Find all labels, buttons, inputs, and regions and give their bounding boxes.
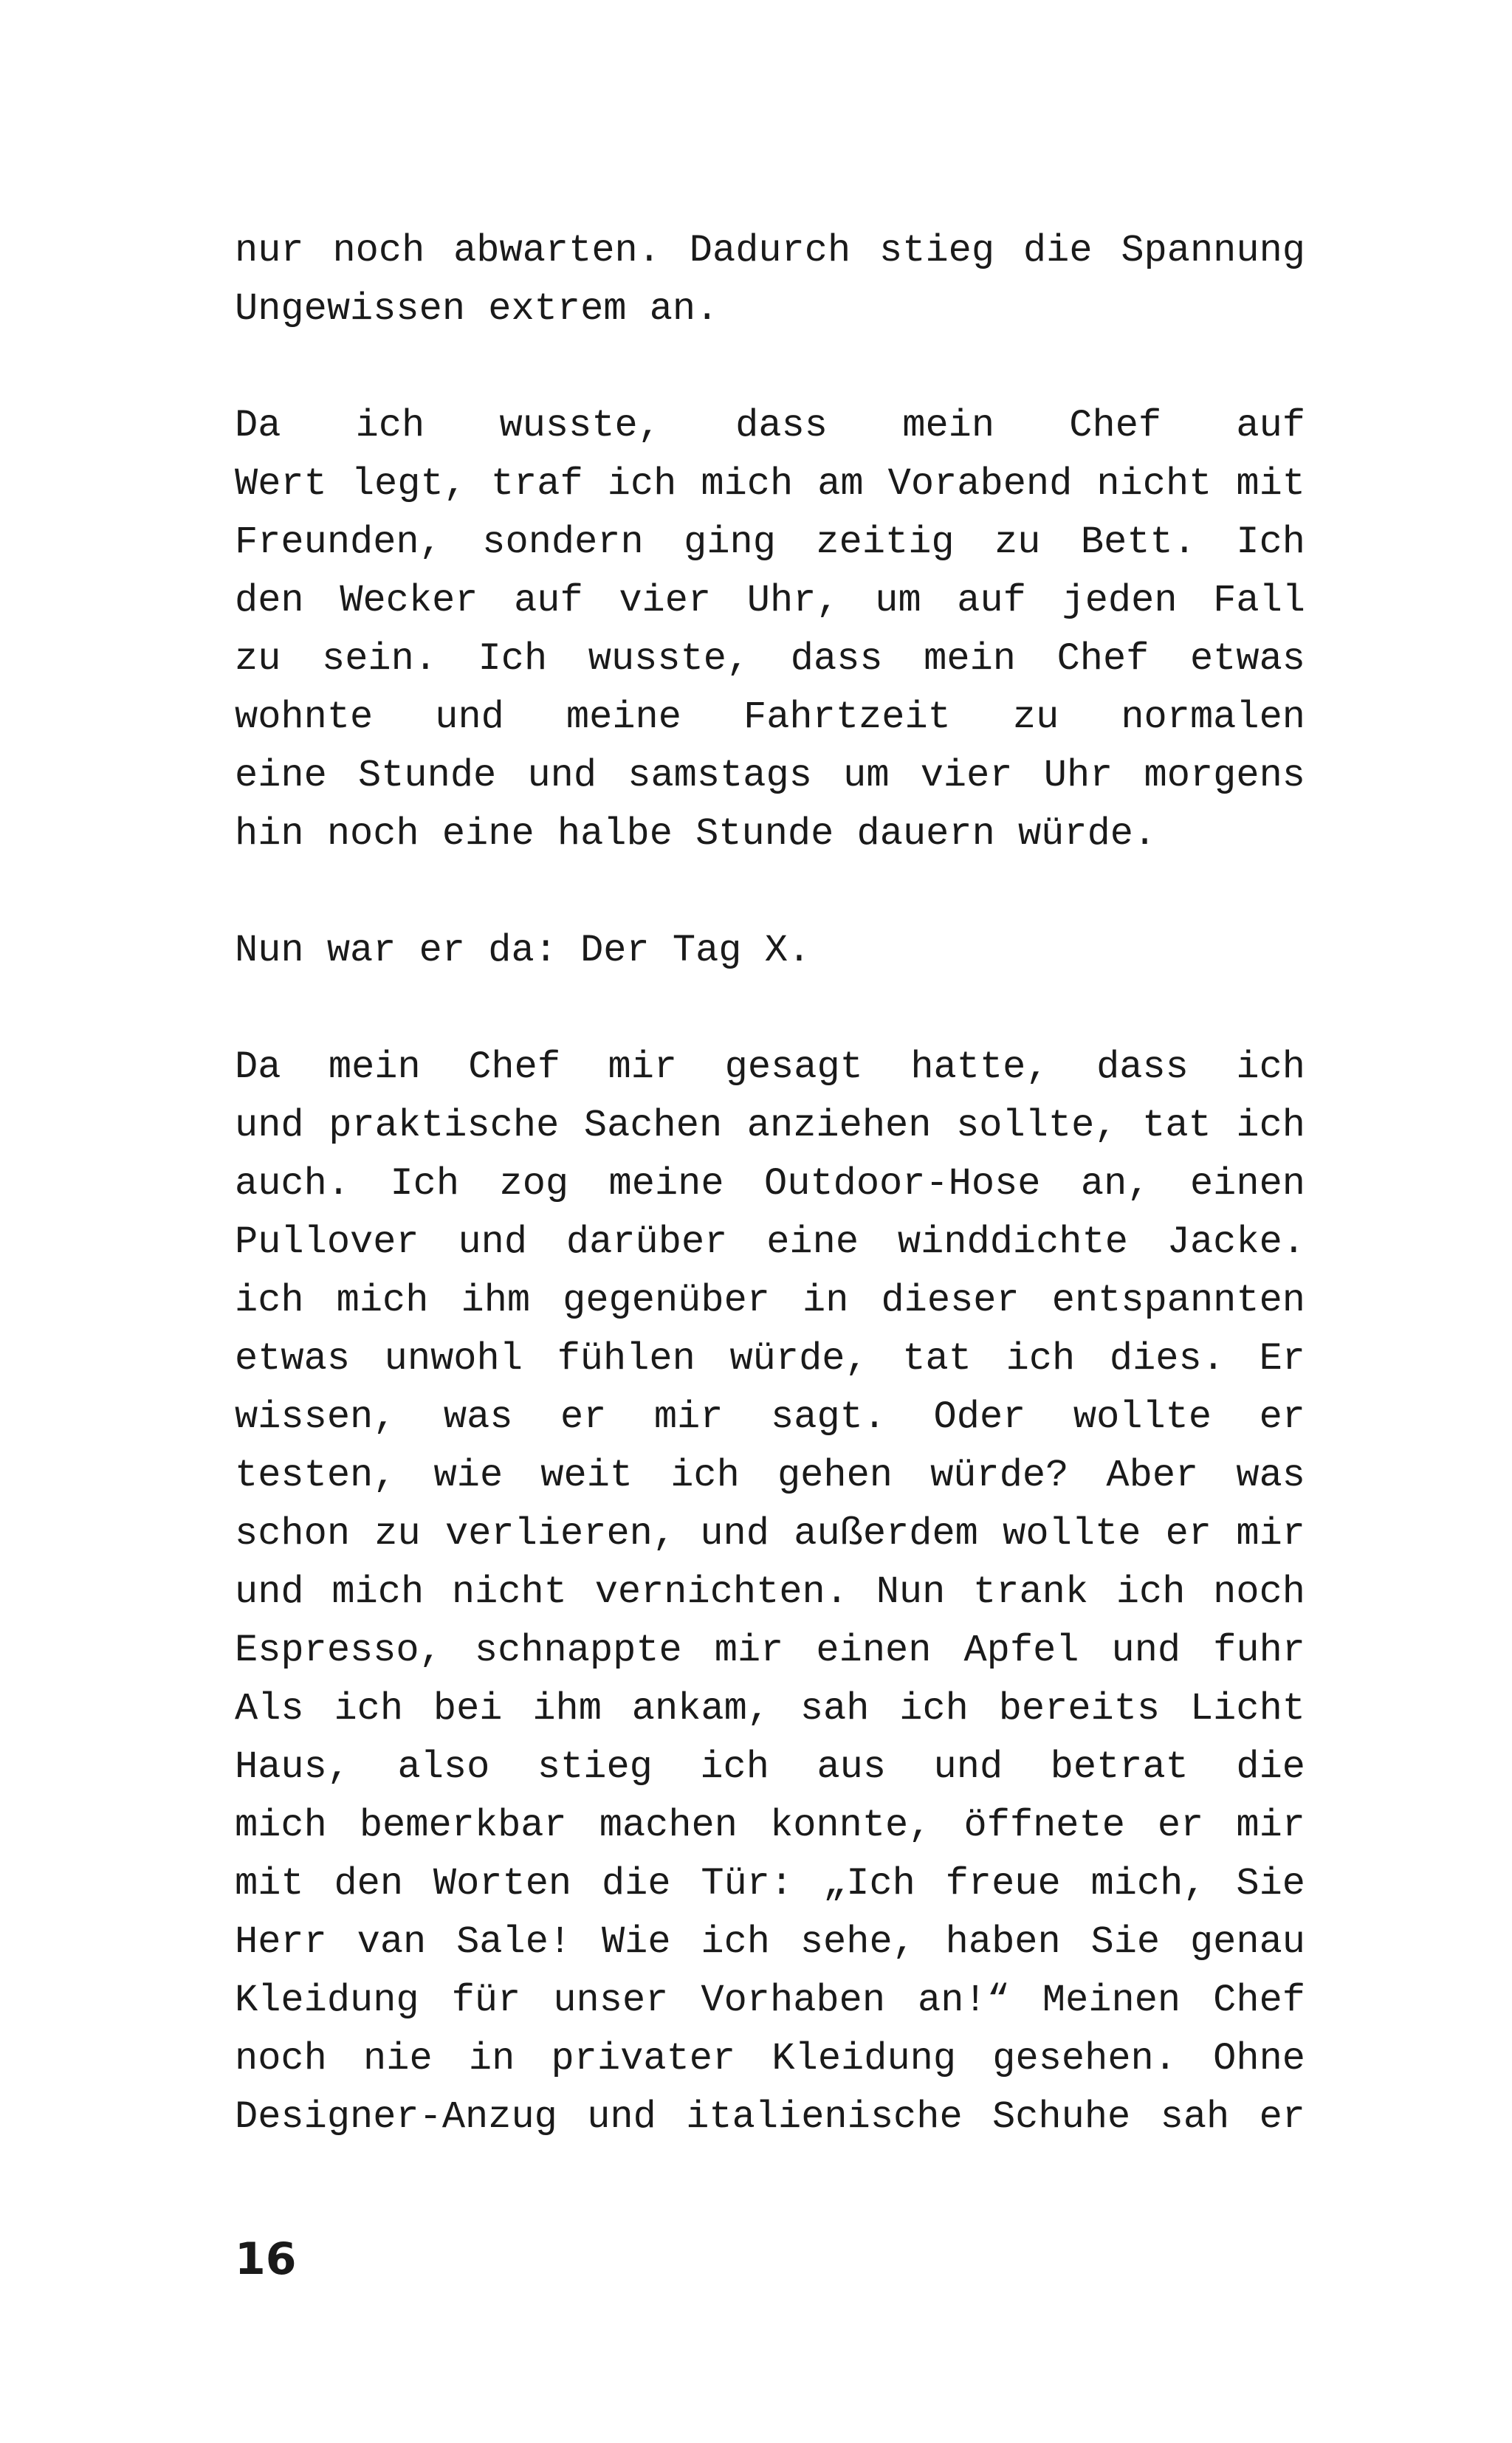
- text-line: zu sein. Ich wusste, dass mein Chef etwas: [235, 637, 1305, 681]
- text-line: schon zu verlieren, und außerdem wollte er mir: [235, 1512, 1305, 1556]
- text-line: testen, wie weit ich gehen würde? Aber was: [235, 1454, 1305, 1497]
- text-line: den Wecker auf vier Uhr, um auf jeden Fall: [235, 579, 1305, 622]
- text-line: Designer-Anzug und italienische Schuhe sah er: [235, 2095, 1305, 2139]
- text-line: etwas unwohl fühlen würde, tat ich dies. Er: [235, 1337, 1305, 1381]
- paragraph: [235, 921, 1305, 980]
- text-line: Freunden, sondern ging zeitig zu Bett. Ich: [235, 520, 1305, 564]
- text-line: Haus, also stieg ich aus und betrat die: [235, 1745, 1305, 1789]
- page-number: 16: [235, 2233, 297, 2285]
- text-line: auch. Ich zog meine Outdoor-Hose an, einen: [235, 1162, 1305, 1206]
- paragraph: [235, 221, 1305, 338]
- text-line: hin noch eine halbe Stunde dauern würde.: [235, 812, 1157, 856]
- text-line: Pullover und darüber eine winddichte Jacke.: [235, 1220, 1305, 1264]
- text-line: Kleidung für unser Vorhaben an!“ Meinen Chef: [235, 1979, 1305, 2022]
- text-line: Da mein Chef mir gesagt hatte, dass ich: [235, 1045, 1305, 1089]
- paragraph-gap: [235, 863, 1305, 921]
- text-line: und mich nicht vernichten. Nun trank ich noch: [235, 1570, 1305, 1614]
- text-line: eine Stunde und samstags um vier Uhr morgens: [235, 754, 1305, 797]
- text-line: Ungewissen extrem an.: [235, 287, 719, 331]
- body-text: [235, 221, 1305, 2146]
- text-line: mich bemerkbar machen konnte, öffnete er mir: [235, 1804, 1305, 1847]
- text-line: Als ich bei ihm ankam, sah ich bereits Licht: [235, 1687, 1305, 1731]
- paragraph-gap: [235, 338, 1305, 396]
- text-line: ich mich ihm gegenüber in dieser entspannten: [235, 1279, 1305, 1322]
- paragraph: [235, 1038, 1305, 2146]
- text-line: noch nie in privater Kleidung gesehen. Ohne: [235, 2037, 1305, 2080]
- text-line: nur noch abwarten. Dadurch stieg die Spannung: [235, 229, 1305, 272]
- text-line: Wert legt, traf ich mich am Vorabend nicht mit: [235, 462, 1305, 506]
- text-line: wissen, was er mir sagt. Oder wollte er: [235, 1395, 1305, 1439]
- text-line: Nun war er da: Der Tag X.: [235, 929, 811, 972]
- paragraph-gap: [235, 980, 1305, 1038]
- text-line: mit den Worten die Tür: „Ich freue mich, Sie: [235, 1862, 1305, 1906]
- text-line: Da ich wusste, dass mein Chef auf: [235, 404, 1305, 447]
- text-line: und praktische Sachen anziehen sollte, tat ich: [235, 1104, 1305, 1147]
- paragraph: [235, 396, 1305, 863]
- text-line: Espresso, schnappte mir einen Apfel und fuhr: [235, 1629, 1305, 1672]
- text-line: Herr van Sale! Wie ich sehe, haben Sie genau: [235, 1920, 1305, 1964]
- text-line: wohnte und meine Fahrtzeit zu normalen: [235, 695, 1305, 739]
